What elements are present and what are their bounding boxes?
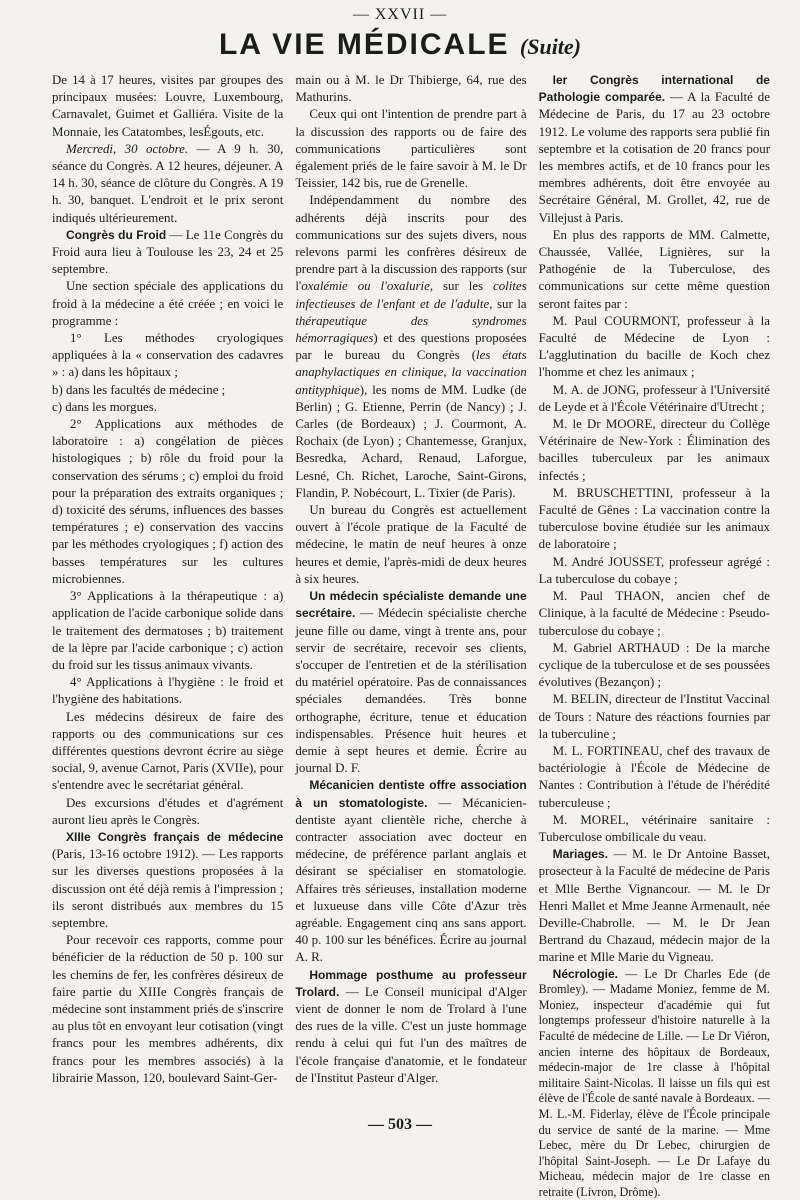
report-item: M. Paul COURMONT, professeur à la Faculté de Médecine de Lyon : L'agglutination du bacille de Koch chez l'homme et chez les animaux ; bbox=[538, 313, 770, 380]
news-heading: Mécanicien dentiste offre association à un stomatologiste. bbox=[295, 778, 527, 810]
paragraph: Pour recevoir ces rapports, comme pour bénéficier de la réduction de 50 p. 100 sur les chemins de fer, les confrères désireux de faire partie du XIIIe Congrès français de médecine sont instamment priés de s'inscrire au plus tôt en envoyant leur cotisation (vingt francs pour les membres adhérents, dix francs pour les membres associés) à la librairie Masson, 120, boulevard Saint-Ger- bbox=[52, 933, 284, 1085]
paragraph: Mercredi, 30 octobre. — A 9 h. 30, séance du Congrès. A 12 heures, déjeuner. A 14 h. 30, séance de clôture du Congrès. A 19 h. 30, banquet. L'endroit et le prix seront indiqués ultérieurement. bbox=[52, 141, 284, 225]
report-item: M. BRUSCHETTINI, professeur à la Faculté de Gênes : La vaccination contre la tuberculose bovine étudiée sur les animaux de laboratoire ; bbox=[538, 485, 770, 552]
section-title: LA VIE MÉDICALE bbox=[218, 28, 510, 61]
news-item: Mariages. — M. le Dr Antoine Basset, prosecteur à la Faculté de médecine de Paris et Mlle Berthe Vignancour. — M. le Dr Henri Mallet et Mme Jeanne Armenault, née Deville-Chabrolle. — M. le Dr Jean Bertrand du Chazaud, médecin major de la marine et Mlle Marie du Vigneau. bbox=[538, 847, 770, 965]
news-heading: Mariages. bbox=[552, 847, 609, 862]
news-item: Nécrologie. — Le Dr Charles Ede (de Bromley). — Madame Moniez, femme de M. Moniez, inspecteur d'académie qui fut longtemps professeur d'histoire naturelle à la Faculté de médecine de Lille. — Le Dr Viéron, ancien interne des hôpitaux de Bordeaux, médecin-major de 1re classe à l'hôpital militaire Saint-Nicolas. Il laisse un fils qui est élève de l'École de santé navale à Bordeaux. — M. L.-M. Fiderlay, élève de l'École principale du service de santé de la marine. — Mme Lebec, mère du Dr Lebec, chirurgien de l'hôpital Saint-Joseph. — Le Dr Lafaye du Micheau, médecin major de 1re classe en retraite (Livron, Drôme). bbox=[538, 966, 770, 1199]
news-item: Mécanicien dentiste offre association à un stomatologiste. — Mécanicien-dentiste ayant clientèle riche, cherche à contracter association avec docteur en médecine, de préférence parlant anglais et désirant se spécialiser en stomatologie. Affaires très sérieuses, installation moderne et luxueuse dans ville Côte d'Azur très agréable. Engagement cinq ans sans apport. 40 p. 100 sur les bénéfices. Écrire au journal A. R. bbox=[295, 778, 527, 965]
paragraph: Un bureau du Congrès est actuellement ouvert à l'école pratique de la Faculté de médecine, le matin de neuf heures à onze heures et demie, l'après-midi de deux heures à six heures. bbox=[295, 503, 527, 586]
news-heading: XIIIe Congrès français de médecine bbox=[66, 829, 284, 844]
paragraph: De 14 à 17 heures, visites par groupes des principaux musées: Louvre, Luxembourg, Carnavalet, Guimet et Galliéra. Visite de la Monnaie, les Catatombes, lesÉgouts, etc. bbox=[52, 73, 284, 139]
page-roman-numeral: — XXVII — bbox=[352, 6, 448, 23]
program-item: 1° Les méthodes cryologiques appliquées à la « conservation des cadavres » : a) dans les hôpitaux ; bbox=[52, 331, 284, 380]
news-item: Congrès du Froid — Le 11e Congrès du Froid aura lieu à Toulouse les 23, 24 et 25 septembre. bbox=[52, 227, 284, 277]
news-item: Ier Congrès international de Pathologie comparée. — A la Faculté de Médecine de Paris, du 17 au 23 octobre 1912. Le volume des rapports sera publié fin septembre et la cotisation de 20 francs pour les membres actifs, et de 10 francs pour les membres adhérents, doit être envoyée au Secrétaire Général, M. Grollet, 42, rue de Villejust à Paris. bbox=[538, 73, 770, 225]
news-item: XIIIe Congrès français de médecine (Paris, 13-16 octobre 1912). — Les rapports sur les diverses questions proposées à la discussion ont été déjà remis à l'impression ; ils seront distribués aux membres du 15 septembre. bbox=[52, 829, 284, 930]
report-item: M. André JOUSSET, professeur agrégé : La tuberculose du cobaye ; bbox=[538, 554, 770, 586]
column-2 bbox=[295, 72, 526, 1112]
paragraph: Les médecins désireux de faire des rapports ou des communications sur ces différentes questions devront écrire au siège social, 9, avenue Carnot, Paris (XVIIe), pour s'entendre avec le secrétariat général. bbox=[52, 709, 284, 793]
report-item: M. A. de JONG, professeur à l'Université de Leyde et à l'École Vétérinaire d'Utrecht ; bbox=[538, 382, 770, 414]
news-heading: Ier Congrès international de Pathologie comparée. bbox=[538, 73, 770, 105]
report-item: M. BELIN, directeur de l'Institut Vaccinal de Tours : Nature des réactions fournies par la tuberculine ; bbox=[538, 692, 770, 741]
program-item: 4° Applications à l'hygiène : le froid et l'hygiène des habitations. bbox=[52, 675, 284, 707]
paragraph: main ou à M. le Dr Thibierge, 64, rue des Mathurins. bbox=[295, 73, 527, 105]
news-heading: Nécrologie. bbox=[552, 966, 619, 981]
news-item: Hommage posthume au professeur Trolard. — Le Conseil municipal d'Alger vient de donner le nom de Trolard à l'une des rues de la ville. C'est un juste hommage rendu à celui qui fut l'un des maîtres de l'école française d'anatomie, et le fondateur de l'Institut Pasteur d'Alger. bbox=[295, 967, 527, 1085]
report-item: M. Paul THAON, ancien chef de Clinique, à la faculté de Médecine : Pseudo-tuberculose du cobaye ; bbox=[538, 589, 770, 638]
program-item: b) dans les facultés de médecine ; bbox=[52, 382, 226, 397]
news-heading: Un médecin spécialiste demande une secrétaire. bbox=[295, 589, 527, 621]
page-title bbox=[0, 28, 800, 62]
report-item: M. L. FORTINEAU, chef des travaux de bactériologie à l'École de Médecine de Nantes : Contribution à l'étude de l'hérédité tuberculeuse ; bbox=[538, 743, 770, 810]
page-number: — 503 — bbox=[368, 1116, 432, 1133]
news-item: Un médecin spécialiste demande une secrétaire. — Médecin spécialiste cherche jeune fille ou dame, vingt à trente ans, pour servir de secrétaire, recevoir ses clients, s'occuper de l'entretien et de la stérilisation du matériel opératoire. Pas de connaissances spéciales demandées. Très bonne orthographe, écriture, tenue et éducation indispensables. Présence huit heures et demie à sept heures et demie. Écrire au journal D. F. bbox=[295, 589, 527, 776]
paragraph: En plus des rapports de MM. Calmette, Chaussée, Vallée, Lignières, sur la Pathogénie de la Tuberculose, des communications sur cette même question seront faites par : bbox=[538, 227, 770, 311]
program-item: 3° Applications à la thérapeutique : a) application de l'acide carbonique solide dans le traitement des dermatoses ; b) traitement de la lèpre par l'acide carbonique ; c) action du froid sur les tissus animaux vivants. bbox=[52, 589, 284, 672]
report-item: M. le Dr MOORE, directeur du Collège Vétérinaire de New-York : Élimination des bacilles tuberculeux par les animaux infectés ; bbox=[538, 417, 770, 483]
news-heading: Congrès du Froid bbox=[66, 227, 167, 242]
paragraph: Des excursions d'études et d'agrément auront lieu après le Congrès. bbox=[52, 795, 284, 827]
paragraph: Une section spéciale des applications du froid à la médecine a été créée ; en voici le programme : bbox=[52, 279, 284, 328]
column-1 bbox=[52, 72, 283, 1112]
report-item: M. Gabriel ARTHAUD : De la marche cyclique de la tuberculose et de ses poussées évolutives (Bezançon) ; bbox=[538, 640, 770, 690]
program-item: c) dans les morgues. bbox=[52, 399, 158, 414]
section-suite: (Suite) bbox=[519, 34, 582, 59]
date: Mercredi, 30 octobre. bbox=[66, 141, 189, 156]
news-heading: Hommage posthume au professeur Trolard. bbox=[295, 967, 527, 999]
column-3 bbox=[538, 72, 770, 1199]
report-item: M. MOREL, vétérinaire sanitaire : Tuberculose ombilicale du veau. bbox=[538, 812, 770, 844]
paragraph: Indépendamment du nombre des adhérents déjà inscrits pour des communications sur des sujets divers, nous relevons parmi les confrères désireux de prendre part à la discussion des rapports (sur l'oxalémie ou l'oxalurie, sur les colites infectieuses de l'enfant et de l'adulte, sur la thérapeutique des syndromes hémorragiques) et des questions proposées par le bureau du Congrès (les états anaphylactiques en clinique, la vaccination antityphique), les noms de MM. Ludke (de Berlin) ; G. Etienne, Perrin (de Nancy) ; J. Carles (de Bordeaux) ; J. Courmont, A. Rochaix (de Lyon) ; Chantemesse, Granjux, Besredka, Achard, Renaud, Laforgue, Lesné, Ch. Richet, Laroche, Saint-Girons, Flandin, P. Nobécourt, L. Tixier (de Paris). bbox=[295, 193, 527, 500]
paragraph: Ceux qui ont l'intention de prendre part à la discussion des rapports ou de faire des communications particulières sont également priés de le faire savoir à M. le Dr Teissier, 142 bis, rue de Grenelle. bbox=[295, 107, 527, 191]
program-item: 2° Applications aux méthodes de laboratoire : a) congélation de pièces histologiques ; b) rôle du froid pour la conservation des sérums ; c) emploi du froid pour la préparation des extraits organiques ; d) toxicité des sérums, influences des basses températures ; e) conservation des vaccins par les méthodes cryologiques ; f) action des basses températures sur les cultures microbiennes. bbox=[52, 417, 284, 586]
